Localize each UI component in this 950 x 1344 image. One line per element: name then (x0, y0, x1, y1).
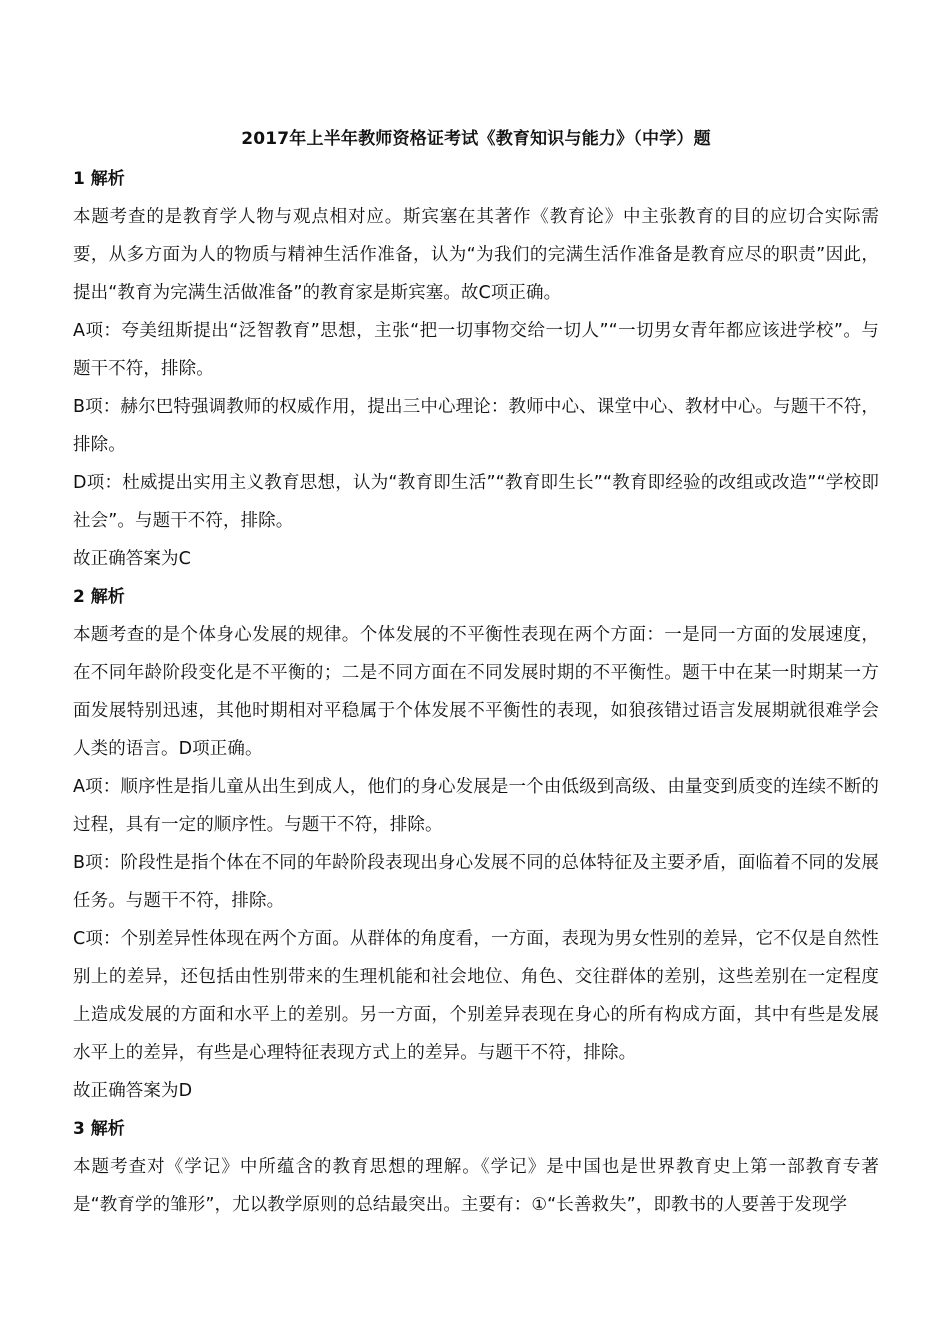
paragraph: A项：夸美纽斯提出“泛智教育”思想，主张“把一切事物交给一切人”“一切男女青年都应该进学校”。与题干不符，排除。 (73, 321, 879, 379)
paragraph: 本题考查的是教育学人物与观点相对应。斯宾塞在其著作《教育论》中主张教育的目的应切合实际需要，从多方面为人的物质与精神生活作准备，认为“为我们的完满生活作准备是教育应尽的职责”因此，提出“教育为完满生活做准备”的教育家是斯宾塞。故C项正确。 (73, 207, 879, 303)
section-heading: 1 解析 (73, 169, 125, 189)
section-3 (73, 1110, 879, 1224)
paragraph: A项：顺序性是指儿童从出生到成人，他们的身心发展是一个由低级到高级、由量变到质变的连续不断的过程，具有一定的顺序性。与题干不符，排除。 (73, 777, 879, 835)
answer-line: 故正确答案为C (73, 549, 191, 569)
paragraph: B项：赫尔巴特强调教师的权威作用，提出三中心理论：教师中心、课堂中心、教材中心。与题干不符，排除。 (73, 397, 879, 455)
paragraph: 本题考查对《学记》中所蕴含的教育思想的理解。《学记》是中国也是世界教育史上第一部教育专著是“教育学的雏形”，尤以教学原则的总结最突出。主要有：①“长善救失”，即教书的人要善于发现学 (73, 1157, 879, 1215)
section-heading: 2 解析 (73, 587, 125, 607)
document-page (73, 124, 879, 1224)
document-title: 2017年上半年教师资格证考试《教育知识与能力》（中学）题 (241, 129, 711, 149)
paragraph: 本题考查的是个体身心发展的规律。个体发展的不平衡性表现在两个方面：一是同一方面的发展速度，在不同年龄阶段变化是不平衡的；二是不同方面在不同发展时期的不平衡性。题干中在某一时期某一方面发展特别迅速，其他时期相对平稳属于个体发展不平衡性的表现，如狼孩错过语言发展期就很难学会人类的语言。D项正确。 (73, 625, 879, 759)
paragraph: C项：个别差异性体现在两个方面。从群体的角度看，一方面，表现为男女性别的差异，它不仅是自然性别上的差异，还包括由性别带来的生理机能和社会地位、角色、交往群体的差别，这些差别在一定程度上造成发展的方面和水平上的差别。另一方面，个别差异表现在身心的所有构成方面，其中有些是发展水平上的差异，有些是心理特征表现方式上的差异。与题干不符，排除。 (73, 929, 879, 1063)
section-heading: 3 解析 (73, 1119, 125, 1139)
answer-line: 故正确答案为D (73, 1081, 193, 1101)
paragraph: B项：阶段性是指个体在不同的年龄阶段表现出身心发展不同的总体特征及主要矛盾，面临着不同的发展任务。与题干不符，排除。 (73, 853, 879, 911)
section-1 (73, 160, 879, 578)
paragraph: D项：杜威提出实用主义教育思想，认为“教育即生活”“教育即生长”“教育即经验的改组或改造”“学校即社会”。与题干不符，排除。 (73, 473, 879, 531)
section-2 (73, 578, 879, 1110)
